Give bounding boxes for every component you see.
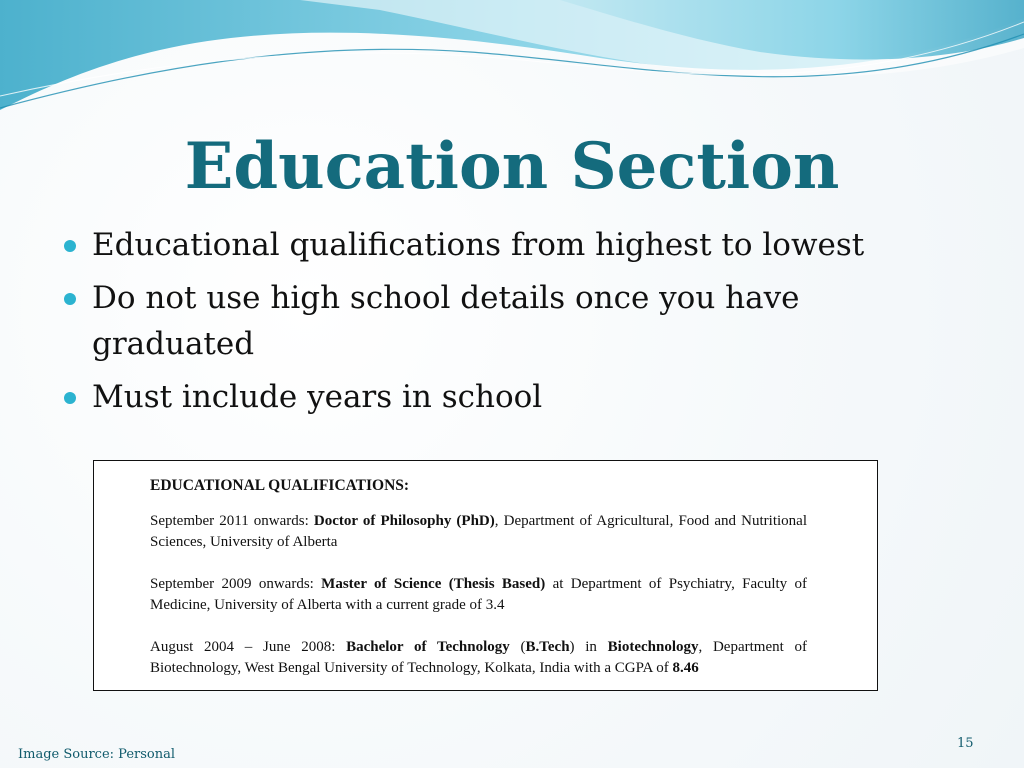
bullet-dot-icon — [64, 240, 76, 252]
slide-title: Education Section — [184, 129, 840, 204]
bullet-list — [64, 222, 924, 427]
doc-heading: EDUCATIONAL QUALIFICATIONS: — [150, 477, 410, 494]
wave-decoration — [0, 0, 1024, 130]
entry-degree-abbr: B.Tech — [525, 639, 570, 655]
entry-date: August 2004 – June 2008: — [150, 639, 347, 655]
entry-degree: Master of Science (Thesis Based) — [321, 576, 546, 592]
image-source-note: Image Source: Personal — [18, 747, 176, 762]
bullet-item — [64, 222, 924, 268]
doc-entry-phd — [150, 511, 807, 553]
doc-entry-btech — [150, 637, 807, 679]
bullet-text: Do not use high school details once you have graduated — [92, 280, 800, 362]
education-example-image — [93, 460, 878, 691]
bullet-item — [64, 275, 924, 367]
doc-entry-msc — [150, 574, 807, 616]
bullet-item — [64, 374, 924, 420]
entry-date: September 2009 onwards: — [150, 576, 322, 592]
bullet-text: Educational qualifications from highest to lowest — [92, 227, 865, 263]
entry-degree: Doctor of Philosophy (PhD) — [313, 513, 495, 529]
entry-degree: Bachelor of Technology — [346, 639, 510, 655]
entry-grade: 8.46 — [672, 660, 699, 676]
entry-details: , Department of Agricultural, Food and Nutritional Sciences, University of Alberta — [150, 513, 807, 550]
page-number: 15 — [957, 736, 974, 751]
entry-paren-close: ) in — [569, 639, 608, 655]
entry-paren-open: ( — [509, 639, 526, 655]
entry-date: September 2011 onwards: — [150, 513, 314, 529]
bullet-dot-icon — [64, 293, 76, 305]
entry-details: , Department of Biotechnology, West Bengal University of Technology, Kolkata, India with a CGPA of — [150, 639, 807, 676]
entry-details: at Department of Psychiatry, Faculty of Medicine, University of Alberta with a current grade of 3.4 — [150, 576, 807, 613]
bullet-dot-icon — [64, 392, 76, 404]
entry-field: Biotechnology — [607, 639, 699, 655]
bullet-text: Must include years in school — [92, 379, 543, 415]
